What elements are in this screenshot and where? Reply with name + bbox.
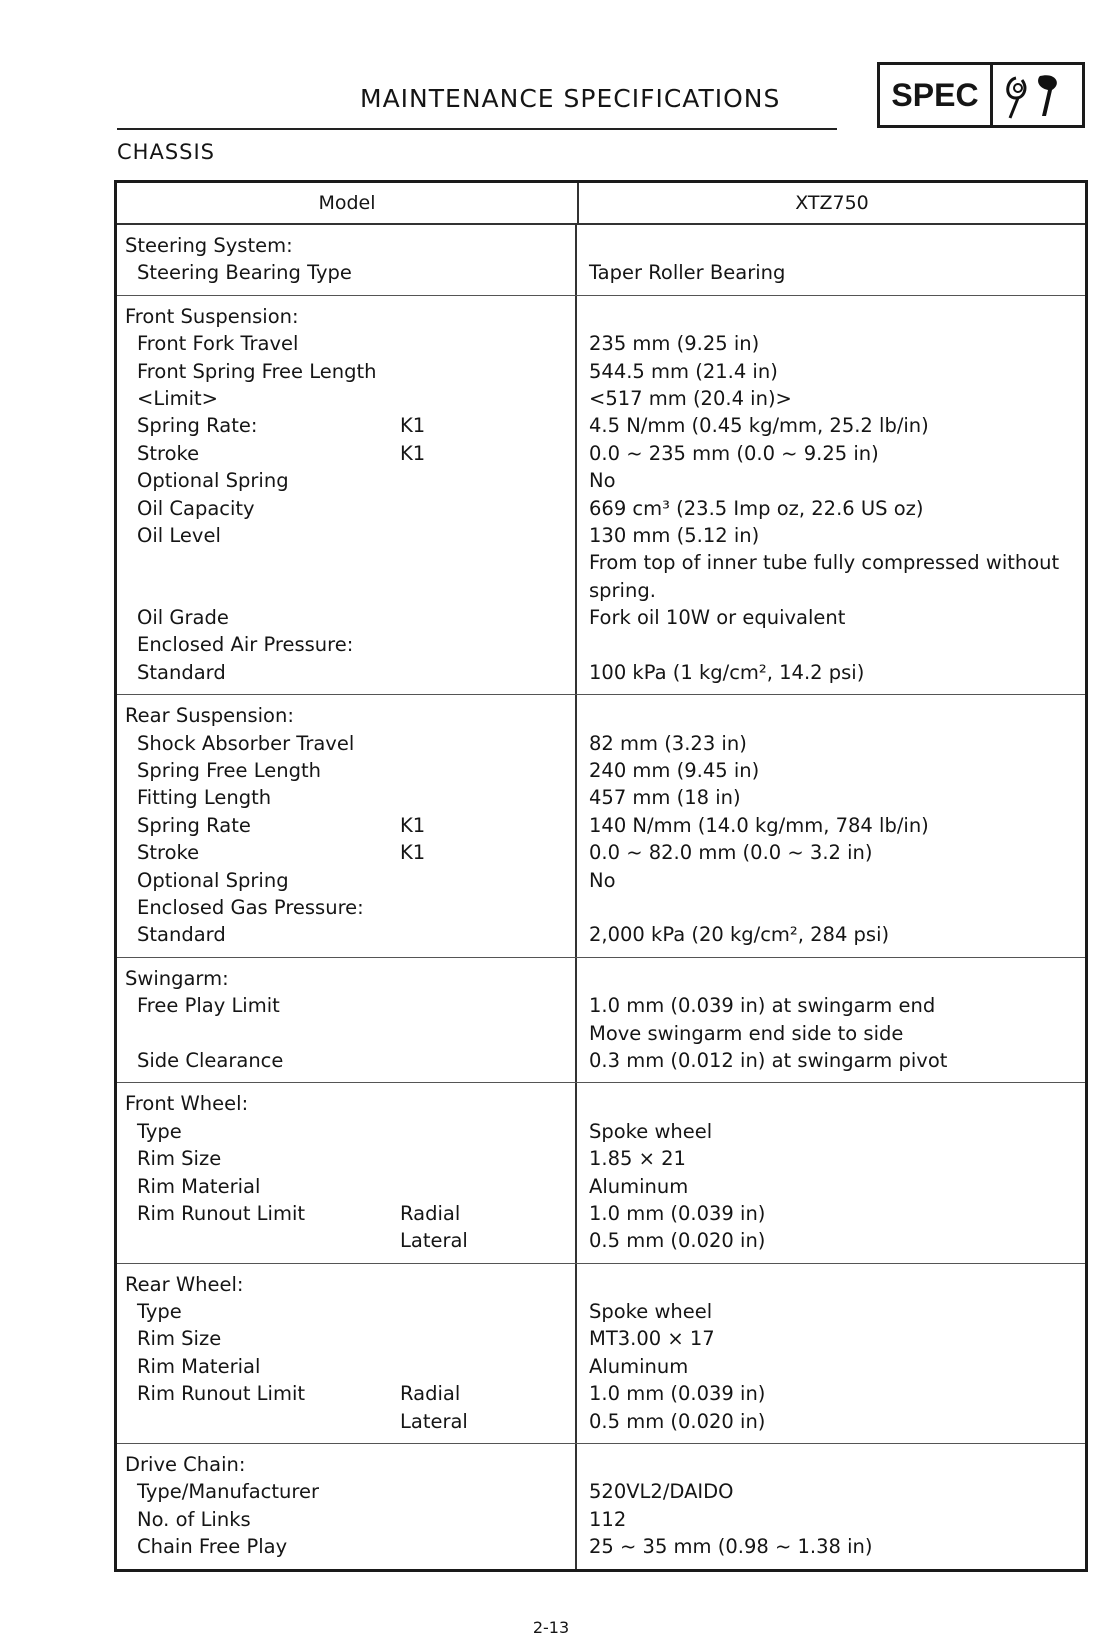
table-header-row <box>117 183 1085 225</box>
spec-item <box>125 1353 575 1380</box>
spec-item <box>125 812 575 839</box>
spec-item <box>125 1227 575 1254</box>
spec-group-labels <box>117 1083 577 1262</box>
spec-item <box>125 992 575 1019</box>
spec-group-values <box>577 225 1085 295</box>
spec-group-labels <box>117 1444 577 1569</box>
spec-value: spring. <box>589 578 656 602</box>
spec-item-label: Side Clearance <box>137 1048 284 1072</box>
spec-group-labels <box>117 296 577 694</box>
spec-item-label: <Limit> <box>137 386 219 410</box>
tools-icon <box>998 68 1078 122</box>
spec-group-title: Rear Wheel: <box>125 1272 244 1296</box>
spec-value: 1.0 mm (0.039 in) <box>589 1382 766 1406</box>
spec-value: 235 mm (9.25 in) <box>589 332 760 356</box>
value-spacer <box>589 303 1085 330</box>
spec-item-label: Type <box>137 1300 182 1324</box>
spec-item <box>125 467 575 494</box>
spec-group-labels <box>117 695 577 957</box>
spec-value: No <box>589 868 616 892</box>
spec-item <box>125 757 575 784</box>
spec-value: 240 mm (9.45 in) <box>589 759 760 783</box>
spec-value: 457 mm (18 in) <box>589 786 741 810</box>
spec-group <box>117 1083 1085 1263</box>
spec-value: 0.3 mm (0.012 in) at swingarm pivot <box>589 1048 948 1072</box>
spec-item-label: Steering Bearing Type <box>137 261 352 285</box>
spec-item-label: Rim Size <box>137 1147 222 1171</box>
spec-item <box>125 577 575 604</box>
spec-value: Spoke wheel <box>589 1300 713 1324</box>
spec-group-values <box>577 1083 1085 1262</box>
spec-item <box>125 412 575 439</box>
spec-group-values <box>577 1264 1085 1443</box>
spec-item <box>125 1118 575 1145</box>
spec-group-title: Drive Chain: <box>125 1453 246 1477</box>
spec-group <box>117 958 1085 1084</box>
section-heading: CHASSIS <box>117 140 216 164</box>
value-spacer <box>589 1090 1085 1117</box>
spec-item-label: Rim Runout Limit <box>137 1382 306 1406</box>
spec-item-qualifier: Lateral <box>400 1229 468 1253</box>
spec-group-labels <box>117 1264 577 1443</box>
spec-item-qualifier: K1 <box>400 841 426 865</box>
spec-item-qualifier: K1 <box>400 414 426 438</box>
spec-item <box>125 1478 575 1505</box>
spec-value: 100 kPa (1 kg/cm², 14.2 psi) <box>589 660 865 684</box>
spec-group-values <box>577 1444 1085 1569</box>
spec-group-values <box>577 958 1085 1083</box>
spec-item-label: Front Fork Travel <box>137 332 299 356</box>
spec-item <box>125 1200 575 1227</box>
spec-item <box>125 1533 575 1560</box>
spec-group-title: Front Suspension: <box>125 304 299 328</box>
spec-item-label: Oil Grade <box>137 606 229 630</box>
spec-item <box>125 1298 575 1325</box>
spec-value: 130 mm (5.12 in) <box>589 523 760 547</box>
value-spacer <box>589 1271 1085 1298</box>
spec-value: From top of inner tube fully compressed without <box>589 551 1060 575</box>
spec-value: 25 ~ 35 mm (0.98 ~ 1.38 in) <box>589 1535 873 1559</box>
spec-item <box>125 330 575 357</box>
spec-item-label: Standard <box>137 660 226 684</box>
spec-item <box>125 1047 575 1074</box>
spec-item <box>125 784 575 811</box>
spec-item <box>125 495 575 522</box>
spec-value: 1.0 mm (0.039 in) at swingarm end <box>589 994 936 1018</box>
spec-item-label: Fitting Length <box>137 786 272 810</box>
spec-item <box>125 385 575 412</box>
spec-value: Move swingarm end side to side <box>589 1021 904 1045</box>
value-spacer <box>589 1451 1085 1478</box>
spec-value: MT3.00 × 17 <box>589 1327 715 1351</box>
spec-badge <box>877 62 1085 128</box>
spec-group <box>117 296 1085 695</box>
spec-item-label: Optional Spring <box>137 868 289 892</box>
spec-value: 2,000 kPa (20 kg/cm², 284 psi) <box>589 923 890 947</box>
spec-item-qualifier: Lateral <box>400 1409 468 1433</box>
spec-value <box>589 631 1085 658</box>
spec-item-label: Chain Free Play <box>137 1535 288 1559</box>
value-spacer <box>589 702 1085 729</box>
spec-group-labels <box>117 958 577 1083</box>
spec-item <box>125 839 575 866</box>
spec-value: 4.5 N/mm (0.45 kg/mm, 25.2 lb/in) <box>589 414 929 438</box>
spec-item <box>125 358 575 385</box>
spec-item-label: Oil Level <box>137 523 221 547</box>
title-rule <box>117 128 837 130</box>
spec-item <box>125 440 575 467</box>
spec-item <box>125 1173 575 1200</box>
page-title: MAINTENANCE SPECIFICATIONS <box>360 84 781 113</box>
spec-value: No <box>589 469 616 493</box>
spec-group-title: Swingarm: <box>125 966 229 990</box>
value-spacer <box>589 965 1085 992</box>
spec-value: 82 mm (3.23 in) <box>589 731 747 755</box>
spec-icon <box>993 65 1082 125</box>
spec-item-label: Type/Manufacturer <box>137 1480 319 1504</box>
spec-item <box>125 259 575 286</box>
spec-item-label: Enclosed Gas Pressure: <box>137 895 364 919</box>
spec-item <box>125 1506 575 1533</box>
spec-group-labels <box>117 225 577 295</box>
spec-item-label: Spring Rate: <box>137 414 258 438</box>
spec-item-qualifier: Radial <box>400 1382 461 1406</box>
spec-item <box>125 604 575 631</box>
spec-group <box>117 1264 1085 1444</box>
spec-value: 0.5 mm (0.020 in) <box>589 1409 766 1433</box>
model-label: Model <box>117 183 579 223</box>
spec-item <box>125 1145 575 1172</box>
spec-item <box>125 1408 575 1435</box>
spec-value: 112 <box>589 1507 627 1531</box>
spec-group-title: Front Wheel: <box>125 1092 249 1116</box>
spec-item <box>125 1020 575 1047</box>
spec-value: Fork oil 10W or equivalent <box>589 606 846 630</box>
spec-item-label: Stroke <box>137 841 200 865</box>
spec-item-label: Stroke <box>137 441 200 465</box>
spec-item <box>125 1380 575 1407</box>
spec-item-label: Optional Spring <box>137 469 289 493</box>
spec-group <box>117 225 1085 296</box>
spec-item <box>125 549 575 576</box>
spec-group <box>117 1444 1085 1569</box>
spec-value: Taper Roller Bearing <box>589 261 786 285</box>
spec-value: Spoke wheel <box>589 1119 713 1143</box>
spec-item-label: Rim Runout Limit <box>137 1201 306 1225</box>
spec-item <box>125 730 575 757</box>
spec-item <box>125 1325 575 1352</box>
spec-value: 140 N/mm (14.0 kg/mm, 784 lb/in) <box>589 813 929 837</box>
spec-item-qualifier: K1 <box>400 813 426 837</box>
spec-item-label: Shock Absorber Travel <box>137 731 355 755</box>
spec-item-label: Oil Capacity <box>137 496 255 520</box>
spec-label: SPEC <box>880 65 993 125</box>
spec-item-label: Spring Rate <box>137 813 251 837</box>
spec-group <box>117 695 1085 958</box>
spec-item-label: Enclosed Air Pressure: <box>137 633 354 657</box>
page-number: 2-13 <box>532 1618 570 1637</box>
spec-item-qualifier: Radial <box>400 1201 461 1225</box>
spec-group-title: Rear Suspension: <box>125 704 294 728</box>
spec-group-values <box>577 296 1085 694</box>
spec-value <box>589 894 1085 921</box>
spec-item-label: No. of Links <box>137 1507 251 1531</box>
spec-item <box>125 522 575 549</box>
spec-item-label: Spring Free Length <box>137 759 321 783</box>
spec-item <box>125 867 575 894</box>
spec-value: 0.0 ~ 235 mm (0.0 ~ 9.25 in) <box>589 441 879 465</box>
spec-value: Aluminum <box>589 1174 689 1198</box>
spec-value: 1.0 mm (0.039 in) <box>589 1201 766 1225</box>
spec-item <box>125 921 575 948</box>
spec-value: 520VL2/DAIDO <box>589 1480 734 1504</box>
spec-item-qualifier: K1 <box>400 441 426 465</box>
model-value: XTZ750 <box>795 192 869 214</box>
spec-value: 1.85 × 21 <box>589 1147 686 1171</box>
spec-item-label: Type <box>137 1119 182 1143</box>
spec-value: <517 mm (20.4 in)> <box>589 386 792 410</box>
spec-value: 0.0 ~ 82.0 mm (0.0 ~ 3.2 in) <box>589 841 873 865</box>
spec-item-label: Rim Material <box>137 1354 261 1378</box>
spec-group-title: Steering System: <box>125 234 293 257</box>
spec-item-label: Standard <box>137 923 226 947</box>
spec-item-label: Free Play Limit <box>137 994 280 1018</box>
spec-item <box>125 631 575 658</box>
spec-group-values <box>577 695 1085 957</box>
spec-item-label: Rim Material <box>137 1174 261 1198</box>
spec-value: 0.5 mm (0.020 in) <box>589 1229 766 1253</box>
spec-value: 544.5 mm (21.4 in) <box>589 359 778 383</box>
spec-value: Aluminum <box>589 1354 689 1378</box>
spec-item <box>125 894 575 921</box>
spec-table <box>114 180 1088 1572</box>
spec-item-label: Front Spring Free Length <box>137 359 377 383</box>
value-spacer <box>589 232 1085 259</box>
spec-item-label: Rim Size <box>137 1327 222 1351</box>
spec-item <box>125 659 575 686</box>
spec-value: 669 cm³ (23.5 Imp oz, 22.6 US oz) <box>589 496 924 520</box>
